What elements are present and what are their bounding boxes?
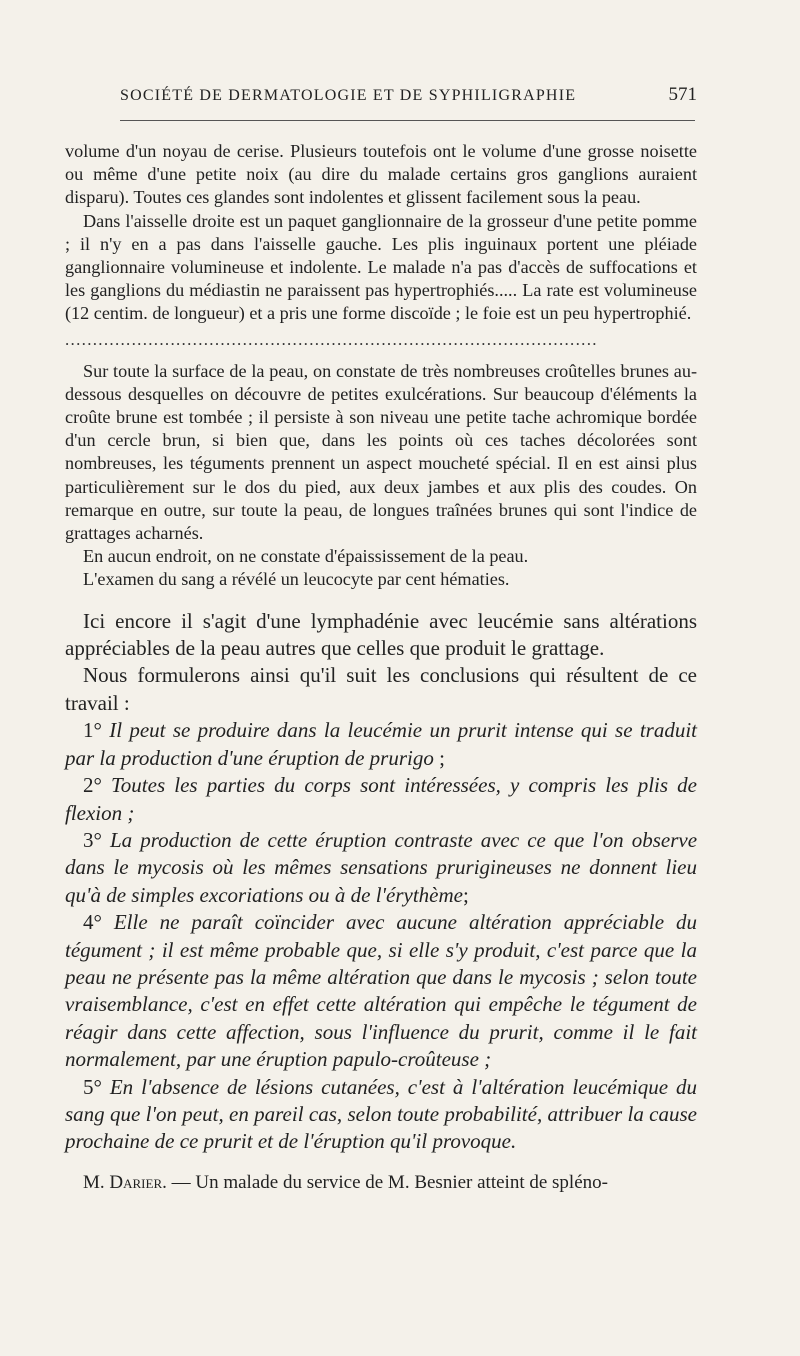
paragraph: Dans l'aisselle droite est un paquet ganglionnaire de la grosseur d'une petite pomme ; il n'y en a pas dans l'aisselle gauche. Les plis inguinaux portent une pléiade ganglionnaire volumineuse et indolente. Le malade n'a pas d'accès de suffocations et les ganglions du médiastin ne paraissent pas hypertrophiés..... La rate est volumineuse (12 centim. de longueur) et a pris une forme discoïde ; le foie est un peu hypertrophié.	[65, 210, 697, 324]
item-text: Elle ne paraît coïncider avec aucune altération appréciable du tégument ; il est même probable que, si elle s'y produit, c'est parce que la peau ne présente pas la même altération que dans le mycosis ; selon toute vraisemblance, c'est en effet cette altération qui empêche le tégument de réagir dans cette affection, sous l'influence du prurit, comme il le fait normalement, par une éruption papulo-croûteuse ;	[65, 910, 697, 1072]
conclusion-item	[65, 1074, 697, 1156]
item-text: En l'absence de lésions cutanées, c'est à l'altération leucémique du sang que l'on peut, en pareil cas, selon toute probabilité, attribuer la cause prochaine de ce prurit et de l'éruption qu'il provoque.	[65, 1074, 698, 1154]
item-number: 3°	[83, 827, 102, 852]
header-rule	[120, 120, 695, 121]
item-text: Il peut se produire dans la leucémie un prurit intense qui se traduit par la production d'une éruption de prurigo	[65, 718, 697, 770]
closing-line	[65, 1170, 697, 1196]
item-number: 2°	[83, 773, 102, 798]
conclusion-item	[65, 772, 697, 827]
item-text: La production de cette éruption contraste avec ce que l'on observe dans le mycosis où les mêmes sensations prurigineuses ne donnent lieu qu'à de simples excoriations ou à de l'érythème	[65, 827, 698, 907]
paragraph: En aucun endroit, on ne constate d'épaississement de la peau.	[83, 546, 529, 567]
conclusion-item	[65, 909, 697, 1073]
paragraph: L'examen du sang a révélé un leucocyte par cent hématies.	[83, 569, 510, 590]
item-number: 4°	[83, 910, 102, 935]
running-header	[120, 84, 697, 106]
page-number: 571	[668, 84, 697, 105]
header-title: SOCIÉTÉ DE DERMATOLOGIE ET DE SYPHILIGRAPHIE	[120, 87, 577, 104]
conclusions-section	[65, 608, 697, 1196]
case-report-text	[65, 140, 697, 592]
conclusion-item: 1° Il peut se produire dans la leucémie un prurit intense qui se traduit par la production d'une éruption de prurigo ;	[65, 718, 697, 770]
conclusion-item: 3° La production de cette éruption contraste avec ce que l'on observe dans le mycosis où les mêmes sensations prurigineuses ne donnent lieu qu'à de simples excoriations ou à de l'érythème;	[65, 827, 698, 907]
closing-text: — Un malade du service de M. Besnier atteint de spléno-	[166, 1171, 608, 1193]
page-body	[65, 140, 697, 1196]
paragraph: volume d'un noyau de cerise. Plusieurs toutefois ont le volume d'une grosse noisette ou même d'une petite noix (au dire du malade certains gros ganglions auraient disparu). Toutes ces glandes sont indolentes et glissent facilement sous la peau.	[65, 141, 697, 208]
item-number: 5°	[83, 1074, 102, 1099]
paragraph: Nous formulerons ainsi qu'il suit les conclusions qui résultent de ce travail :	[65, 663, 697, 715]
paragraph: Ici encore il s'agit d'une lymphadénie avec leucémie sans altérations appréciables de la peau autres que celles que produit le grattage.	[65, 608, 697, 661]
item-number: 1°	[83, 718, 102, 743]
item-text: Toutes les parties du corps sont intéressées, y compris les plis de flexion ;	[65, 773, 697, 825]
dotted-separator: ................................................................................................	[65, 329, 598, 349]
paragraph: Sur toute la surface de la peau, on constate de très nombreuses croûtelles brunes au-dessous desquelles on découvre de petites exulcérations. Sur beaucoup d'éléments la croûte brune est tombée ; il persiste à son niveau une petite tache achromique bordée d'un cercle brun, si bien que, dans les points où ces taches décolorées sont nombreuses, les téguments prennent un aspect moucheté spécial. Il en est ainsi plus particulièrement sur le dos du pied, aux deux jambes et aux plis des coudes. On remarque en outre, sur toute la peau, de longues traînées brunes qui sont l'indice de grattages acharnés.	[65, 360, 697, 544]
author-name: M. Darier.	[83, 1171, 167, 1193]
